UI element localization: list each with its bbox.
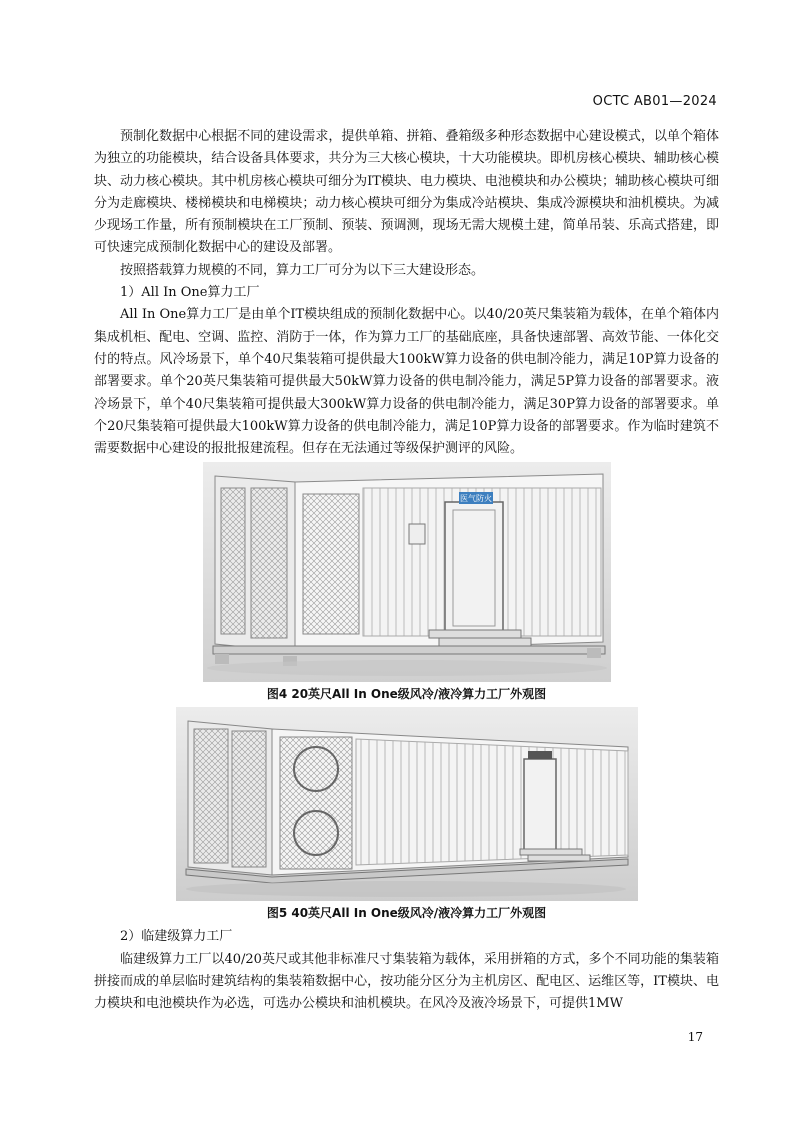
door-sign-label: 医气防火 [459, 494, 492, 504]
page-number: 17 [687, 1030, 703, 1044]
figure-4-image [203, 462, 611, 682]
heading-all-in-one: 1）All In One算力工厂 [120, 285, 260, 301]
figure-4-caption: 图4 20英尺All In One级风冷/液冷算力工厂外观图 [266, 687, 547, 702]
document-code: OCTC AB01—2024 [592, 94, 717, 109]
heading-temporary-build: 2）临建级算力工厂 [120, 929, 233, 945]
figure-5-image [176, 707, 638, 901]
paragraph-forms-intro: 按照搭载算力规模的不同，算力工厂可分为以下三大建设形态。 [120, 262, 485, 278]
figure-4 [94, 462, 719, 705]
paragraph-all-in-one: All In One算力工厂是由单个IT模块组成的预制化数据中心。以40/20英尺集装箱为载体，在单个箱体内集成机柜、配电、空调、监控、消防于一体，作为算力工厂的基础底座，具备快速部署、高效节能、一体化交付的特点。风冷场景下，单个40尺集装箱可提供最大100kW算力设备的供电制冷能力，满足10P算力设备的部署要求。单个20英尺集装箱可提供最大50kW算力设备的供电制冷能力，满足5P算力设备的部署要求。液冷场景下，单个40尺集装箱可提供最大300kW算力设备的供电制冷能力，满足30P算力设备的部署要求。单个20尺集装箱可提供最大100kW算力设备的供电制冷能力，满足10P算力设备的部署要求。作为临时建筑不需要数据中心建设的报批报建流程。但存在无法通过等级保护测评的风险。 [94, 307, 719, 457]
page-body [94, 126, 719, 1016]
figure-5 [94, 707, 719, 924]
paragraph-temporary-build: 临建级算力工厂以40/20英尺或其他非标准尺寸集装箱为载体，采用拼箱的方式，多个不同功能的集装箱拼接而成的单层临时建筑结构的集装箱数据中心，按功能分区分为主机房区、配电区、运维区等，IT模块、电力模块和电池模块作为必选，可选办公模块和油机模块。在风冷及液冷场景下，可提供1MW [94, 951, 719, 1012]
paragraph-prefab-overview: 预制化数据中心根据不同的建设需求，提供单箱、拼箱、叠箱级多种形态数据中心建设模式，以单个箱体为独立的功能模块，结合设备具体要求，共分为三大核心模块，十大功能模块。即机房核心模块、辅助核心模块、动力核心模块。其中机房核心模块可细分为IT模块、电力模块、电池模块和办公模块；辅助核心模块可细分为走廊模块、楼梯模块和电梯模块；动力核心模块可细分为集成冷站模块、集成冷源模块和油机模块。为减少现场工作量，所有预制模块在工厂预制、预装、预调测，现场无需大规模土建，简单吊装、乐高式搭建，即可快速完成预制化数据中心的建设及部署。 [94, 129, 719, 256]
figure-5-caption: 图5 40英尺All In One级风冷/液冷算力工厂外观图 [266, 906, 547, 921]
